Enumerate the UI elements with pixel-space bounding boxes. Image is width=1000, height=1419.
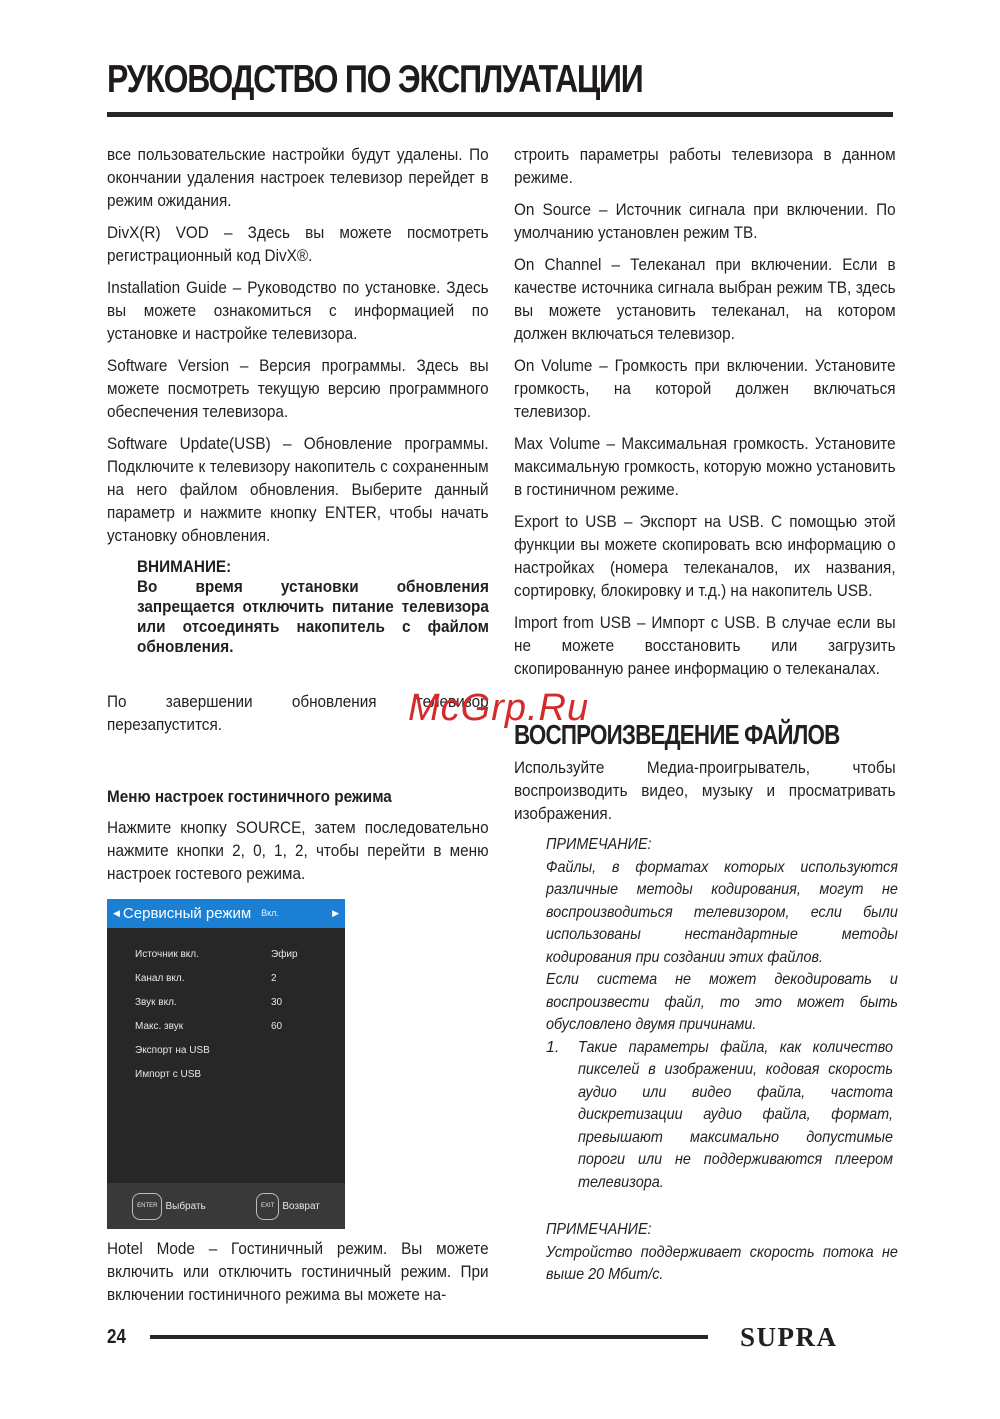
paragraph-divx-vod: DivX(R) VOD – Здесь вы можете посмотреть регистрационный код DivX®. bbox=[107, 223, 489, 265]
watermark: McGrp.Ru bbox=[408, 687, 590, 729]
tv-enter-hint bbox=[132, 1193, 206, 1220]
warning-title: ВНИМАНИЕ: bbox=[137, 557, 232, 576]
paragraph-media-player-intro: Используйте Медиа-проигрыватель, чтобы воспроизводить видео, музыку и просматривать изображения. bbox=[514, 758, 896, 823]
page-title: РУКОВОДСТВО ПО ЭКСПЛУАТАЦИИ bbox=[107, 58, 643, 101]
tv-row-value: 60 bbox=[271, 1020, 283, 1032]
paragraph-reset-continued: все пользовательские настройки будут удалены. По окончании удаления настроек телевизор перейдет в режим ожидания. bbox=[107, 145, 489, 210]
tv-menu-footer bbox=[107, 1183, 345, 1229]
footer-divider bbox=[150, 1335, 708, 1339]
tv-menu-row bbox=[135, 942, 345, 966]
paragraph-software-update: Software Update(USB) – Обновление программы. Подключите к телевизору накопитель с сохраненным на него файлом обновления. Выберите данный параметр и нажмите кнопку ENTER, чтобы начать установку обновления. bbox=[107, 434, 489, 545]
paragraph-on-source: On Source – Источник сигнала при включении. По умолчанию установлен режим ТВ. bbox=[514, 200, 896, 242]
hotel-menu-heading: Меню настроек гостиничного режима bbox=[107, 787, 392, 806]
paragraph-hotel-mode: Hotel Mode – Гостиничный режим. Вы можете включить или отключить гостиничный режим. При включении гостиничного режима вы можете на- bbox=[107, 1239, 489, 1304]
tv-row-label: Источник вкл. bbox=[135, 948, 199, 960]
title-divider bbox=[107, 112, 893, 117]
paragraph-hotel-continued: строить параметры работы телевизора в данном режиме. bbox=[514, 145, 896, 187]
tv-row-value: 30 bbox=[271, 996, 283, 1008]
tv-menu-row bbox=[135, 990, 345, 1014]
warning-block bbox=[137, 557, 489, 657]
tv-row-value: 2 bbox=[271, 972, 277, 984]
tv-row-label: Экспорт на USB bbox=[135, 1044, 210, 1056]
tv-menu-title: Сервисный режим bbox=[122, 905, 252, 922]
note-text: Файлы, в форматах которых используются различные методы кодирования, могут не воспроизводиться телевизором, если были использованы нестандартные методы кодирования при создании этих файлов. bbox=[546, 858, 898, 966]
paragraph-hotel-menu-access: Нажмите кнопку SOURCE, затем последовательно нажмите кнопки 2, 0, 1, 2, чтобы перейти в меню настроек гостевого режима. bbox=[107, 818, 489, 883]
enter-key-icon: ENTER bbox=[132, 1193, 162, 1220]
left-arrow-icon: ◀ bbox=[113, 908, 120, 918]
right-arrow-icon: ▶ bbox=[332, 908, 339, 918]
paragraph-after-update: По завершении обновления телевизор перезапустится. bbox=[107, 692, 489, 734]
paragraph-import-usb: Import from USB – Импорт с USB. В случае если вы не можете восстановить или загрузить скопированную ранее информацию о телеканалах. bbox=[514, 613, 896, 678]
paragraph-installation-guide: Installation Guide – Руководство по установке. Здесь вы можете ознакомиться с информацией по установке и настройке телевизора. bbox=[107, 278, 489, 343]
tv-exit-hint bbox=[256, 1193, 320, 1220]
tv-row-value: Эфир bbox=[271, 948, 298, 960]
tv-row-label: Канал вкл. bbox=[135, 972, 185, 984]
tv-menu-rows bbox=[107, 928, 345, 1086]
paragraph-software-version: Software Version – Версия программы. Здесь вы можете посмотреть текущую версию программного обеспечения телевизора. bbox=[107, 356, 489, 421]
tv-menu-header bbox=[107, 899, 345, 928]
note-title: ПРИМЕЧАНИЕ: bbox=[546, 1221, 652, 1238]
paragraph-on-channel: On Channel – Телеканал при включении. Если в качестве источника сигнала выбран режим ТВ, здесь вы можете установить телеканал, на котором должен включаться телевизор. bbox=[514, 255, 896, 343]
note-block-formats bbox=[546, 834, 898, 1194]
note-text: Устройство поддерживает скорость потока не выше 20 Мбит/с. bbox=[546, 1243, 898, 1283]
tv-row-label: Звук вкл. bbox=[135, 996, 177, 1008]
tv-menu-row bbox=[135, 1062, 345, 1086]
list-number: 1. bbox=[546, 1038, 560, 1056]
page-number: 24 bbox=[107, 1326, 126, 1348]
enter-hint-label: Выбрать bbox=[165, 1200, 206, 1212]
exit-key-icon: EXIT bbox=[256, 1193, 279, 1220]
note-list-item bbox=[546, 1037, 898, 1195]
section-title-file-playback: ВОСПРОИЗВЕДЕНИЕ ФАЙЛОВ bbox=[514, 719, 840, 750]
note-text: Если система не может декодировать и воспроизвести файл, то это может быть обусловлено двумя причинами. bbox=[546, 971, 898, 1033]
tv-menu-row bbox=[135, 1038, 345, 1062]
tv-row-label: Импорт с USB bbox=[135, 1068, 202, 1080]
note-title: ПРИМЕЧАНИЕ: bbox=[546, 836, 652, 853]
note-block-bitrate bbox=[546, 1219, 898, 1287]
paragraph-on-volume: On Volume – Громкость при включении. Установите громкость, на которой должен включаться телевизор. bbox=[514, 356, 896, 421]
paragraph-max-volume: Max Volume – Максимальная громкость. Установите максимальную громкость, которую можно установить в гостиничном режиме. bbox=[514, 434, 896, 499]
exit-hint-label: Возврат bbox=[282, 1200, 320, 1212]
tv-service-menu-screenshot bbox=[107, 899, 345, 1229]
warning-text: Во время установки обновления запрещается отключить питание телевизора или отсоединять накопитель с файлом обновления. bbox=[137, 577, 489, 656]
list-text: Такие параметры файла, как количество пикселей в изображении, кодовая скорость аудио или видео файла, частота дискретизации аудио файла, формат, превышают максимально допустимые пороги или не поддерживаются плеером телевизора. bbox=[578, 1038, 893, 1191]
tv-menu-state: Вкл. bbox=[261, 908, 279, 918]
tv-row-label: Макс. звук bbox=[135, 1020, 184, 1032]
tv-menu-row bbox=[135, 1014, 345, 1038]
brand-logo: SUPRA bbox=[740, 1322, 838, 1352]
tv-menu-row bbox=[135, 966, 345, 990]
paragraph-export-usb: Export to USB – Экспорт на USB. С помощью этой функции вы можете скопировать всю информацию о настройках (номера телеканалов, их названия, сортировку, блокировку и т.д.) на накопитель USB. bbox=[514, 512, 896, 600]
